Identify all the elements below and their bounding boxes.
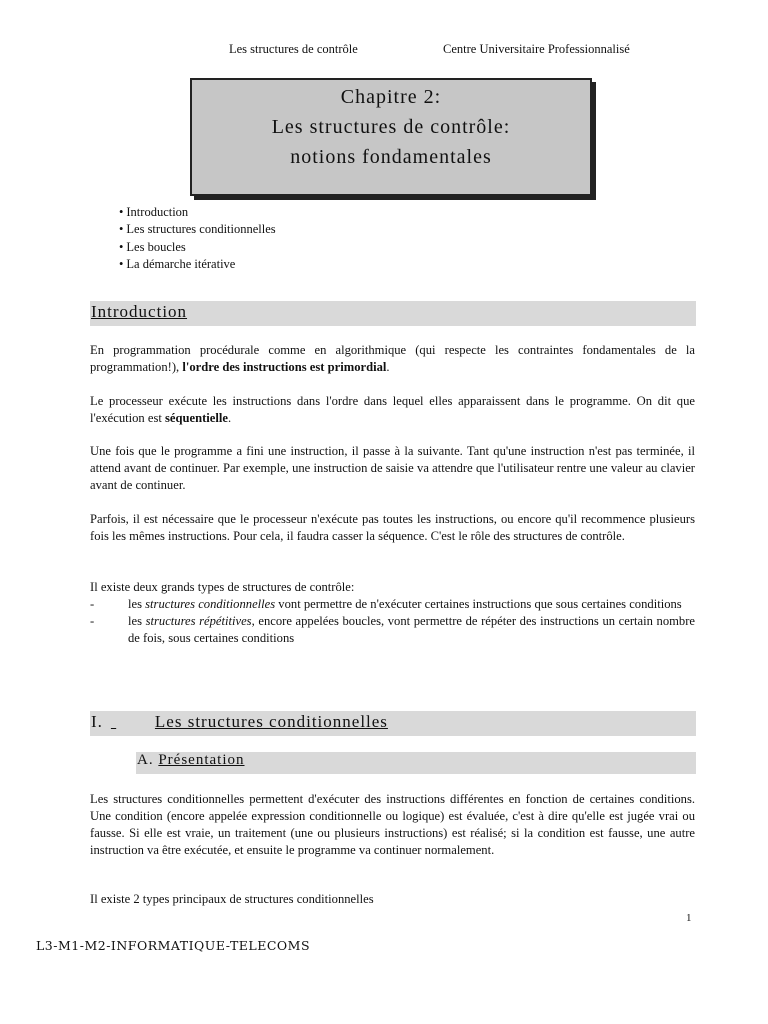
page-number: 1 <box>686 912 692 924</box>
chapter-number: Chapitre 2: <box>340 86 442 108</box>
running-header-right: Centre Universitaire Professionnalisé <box>443 42 630 56</box>
emphasis-text: séquentielle <box>165 411 228 425</box>
subsection-letter: A. <box>137 752 154 768</box>
outline-item: • Les structures conditionnelles <box>119 221 276 238</box>
emphasis-text: l'ordre des instructions est primordial <box>182 360 387 374</box>
section-heading-text: Les structures conditionnelles <box>154 712 388 731</box>
list-item: - les structures répétitives, encore appelées boucles, vont permettre de répéter des instructions un certain nombre de fois, sous certaines conditions <box>90 614 696 645</box>
list-intro-paragraph: Il existe deux grands types de structures de contrôle: - les structures conditionnelles vont permettre de n'exécuter certaines instructions que sous certaines conditions - les structures répétitives, encore appelées boucles, vont permettre de répéter des instructions un certain nombre de fois, sous certaines conditions <box>90 580 696 645</box>
section-number: I. <box>91 712 103 731</box>
paragraph: Il existe 2 types principaux de structures conditionnelles <box>90 892 374 906</box>
paragraph: Une fois que le programme a fini une instruction, il passe à la suivante. Tant qu'une instruction n'est pas terminée, il attend avant de continuer. Par exemple, une instruction de saisie va attendre que l'utilisateur rentre une valeur au clavier avant de continuer. <box>90 444 695 492</box>
outline-item: • Introduction <box>119 204 276 221</box>
outline-item: • Les boucles <box>119 239 276 256</box>
subsection-heading-presentation <box>136 752 696 774</box>
chapter-outline <box>119 204 276 273</box>
paragraph: Le processeur exécute les instructions dans l'ordre dans lequel elles apparaissent dans le programme. On dit que l'exécution est séquentielle. <box>90 394 695 425</box>
paragraph: Les structures conditionnelles permettent d'exécuter des instructions différentes en fonction de certaines conditions. Une condition (encore appelée expression conditionnelle ou logique) est évaluée, c'est à dire qu'elle est jugée vrai ou fausse. Si elle est vraie, un traitement (une ou plusieurs instructions) est réalisé; si la condition est fausse, une autre instruction va être exécutée, et ensuite le programme va continuer normalement. <box>90 792 695 857</box>
chapter-title-line: Les structures de contrôle: <box>271 116 511 138</box>
section-heading-text: Introduction <box>91 302 188 321</box>
chapter-title-box <box>190 78 592 196</box>
running-header-left: Les structures de contrôle <box>229 42 358 56</box>
section-heading-conditionnelles <box>90 711 696 736</box>
subsection-heading-text: Présentation <box>158 752 245 768</box>
chapter-subtitle-line: notions fondamentales <box>290 146 492 168</box>
paragraph: En programmation procédurale comme en algorithmique (qui respecte les contraintes fondamentales de la programmation!), l'ordre des instructions est primordial. <box>90 343 695 374</box>
outline-item: • La démarche itérative <box>119 256 276 273</box>
paragraph: Parfois, il est nécessaire que le processeur n'exécute pas toutes les instructions, ou encore qu'il recommence plusieurs fois les mêmes instructions. Pour cela, il faudra casser la séquence. C'est le rôle des structures de contrôle. <box>90 512 695 543</box>
page-footer: L3-M1-M2-INFORMATIQUE-TELECOMS <box>36 938 311 953</box>
section-heading-introduction <box>90 301 696 326</box>
list-item: - les structures conditionnelles vont permettre de n'exécuter certaines instructions que sous certaines conditions <box>90 597 682 611</box>
